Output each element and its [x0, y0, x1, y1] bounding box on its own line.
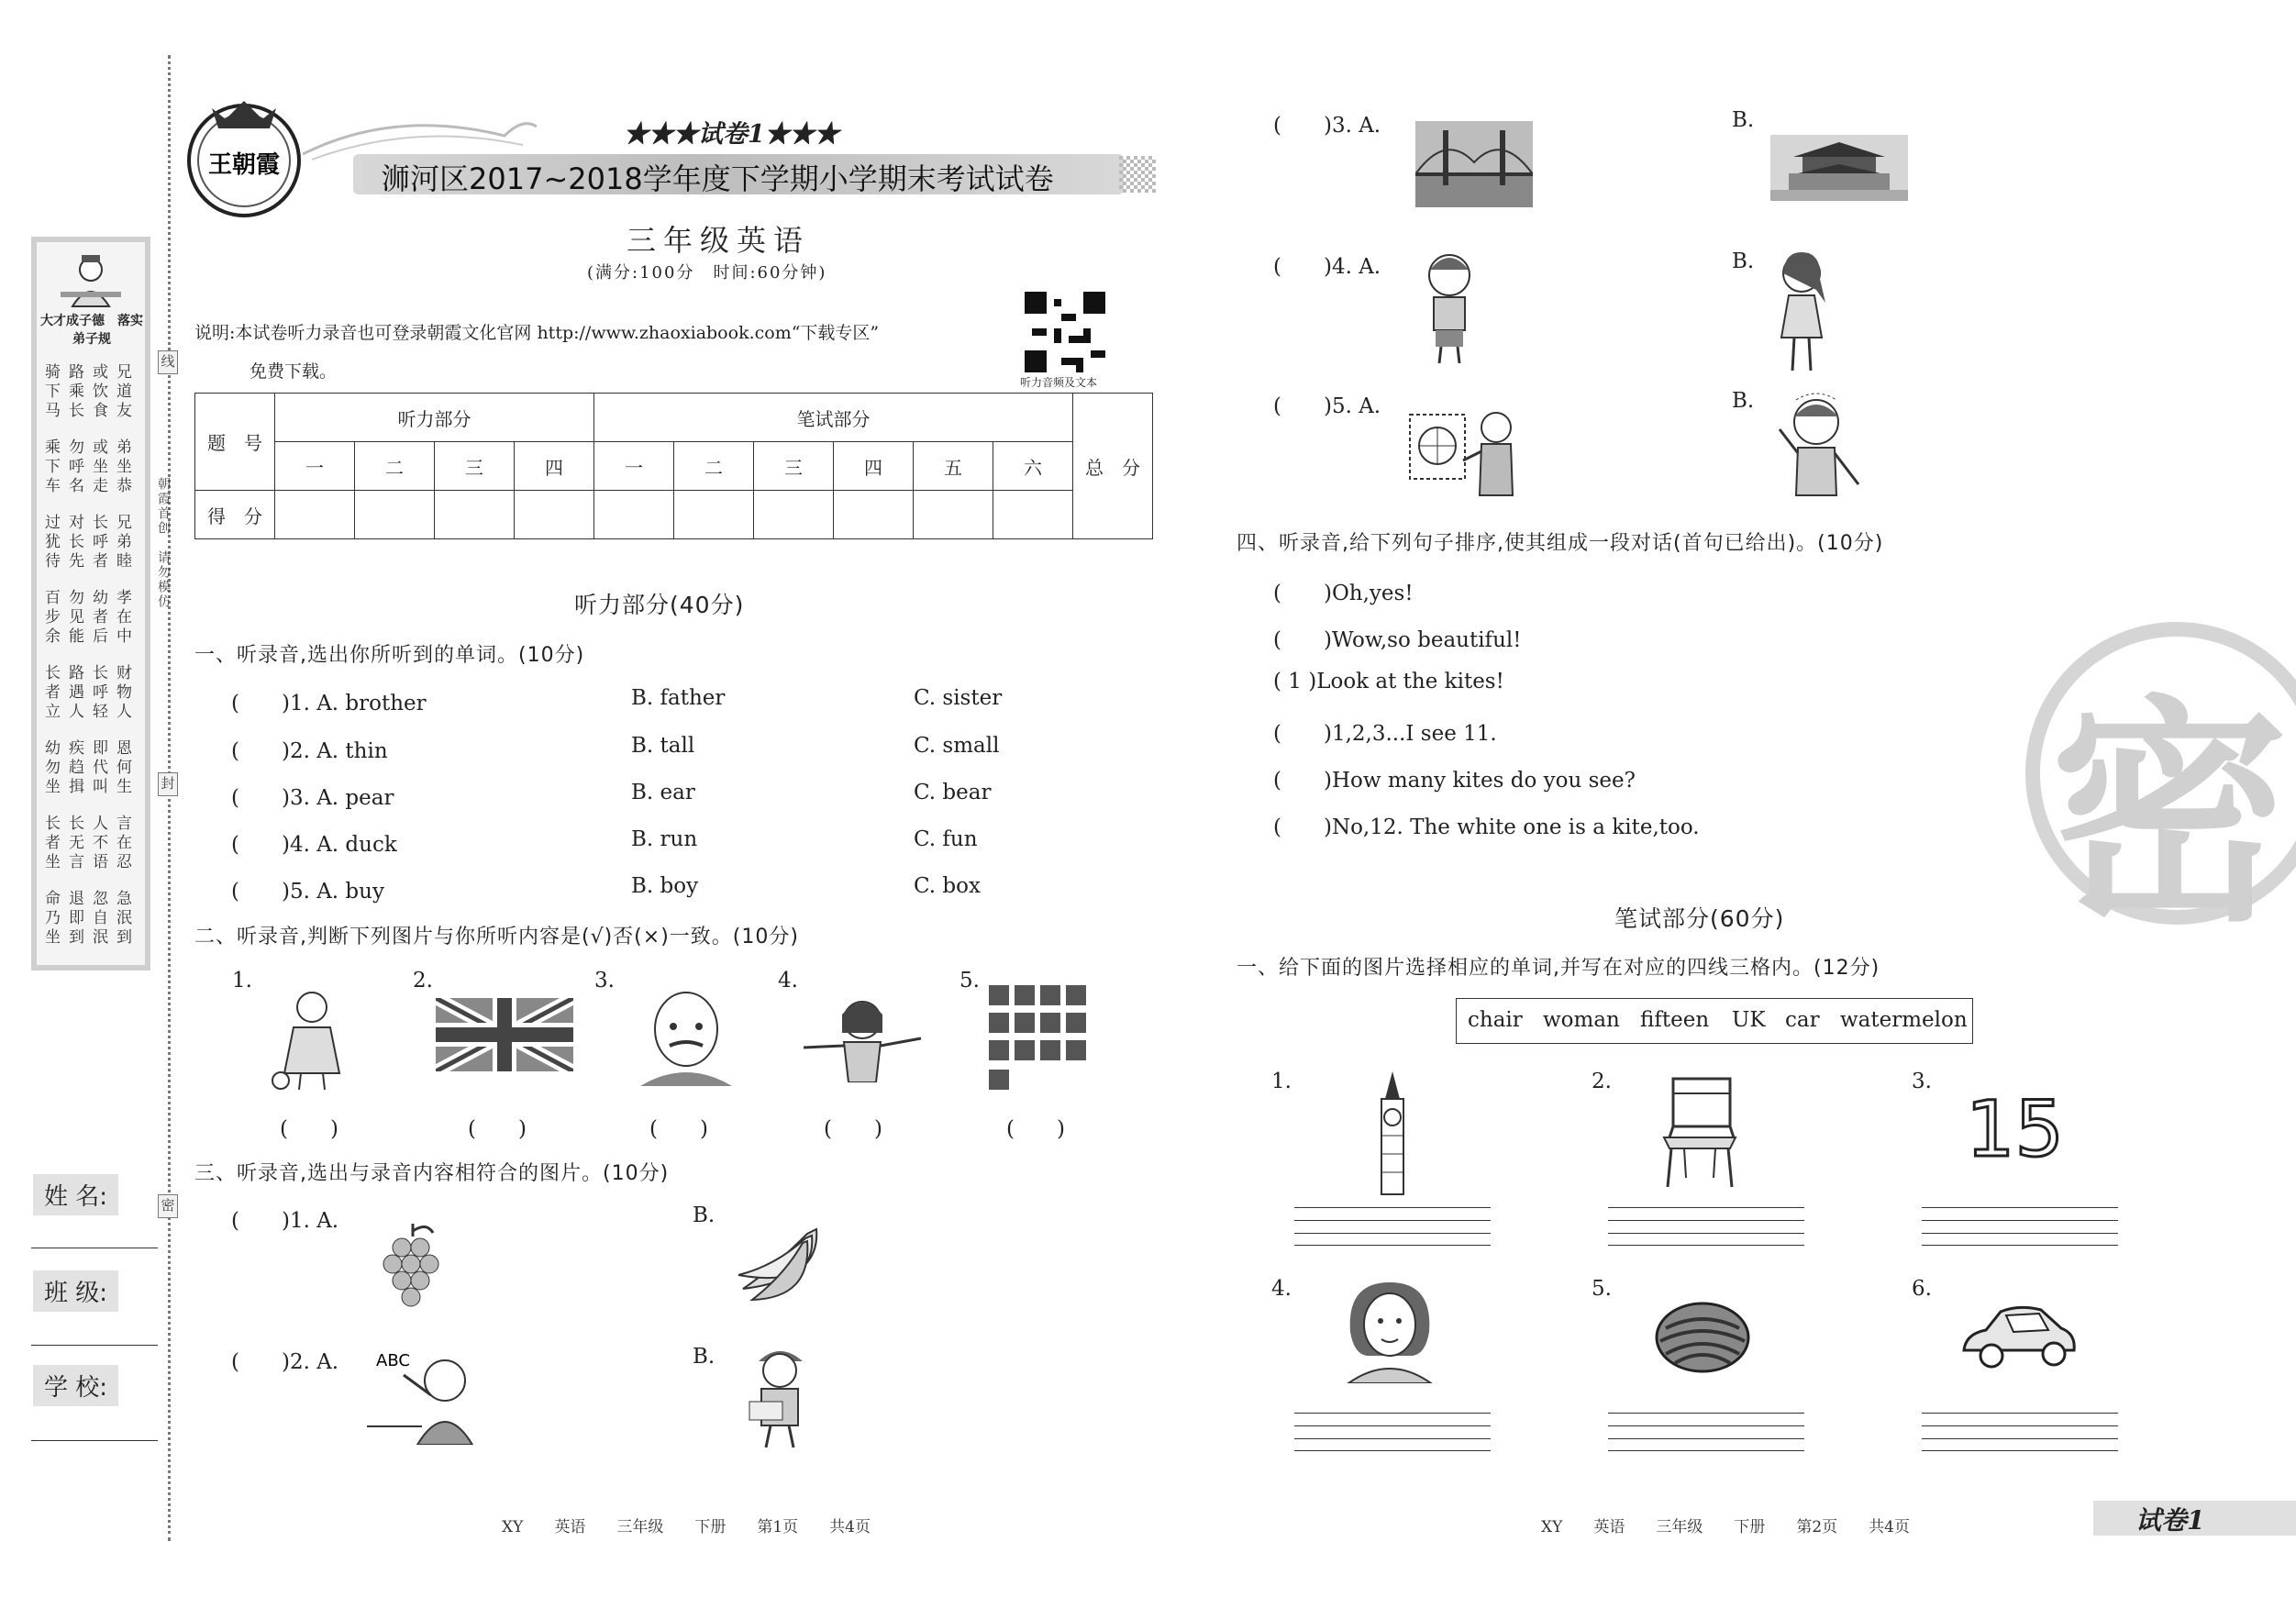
proverb-column: 命 乃 坐	[45, 890, 61, 947]
proverb-column: 或 饮 食	[93, 363, 108, 420]
score-cell[interactable]	[275, 491, 355, 539]
footer-right: XY 英语 三年级 下册 第2页 共4页	[1541, 1518, 1910, 1536]
scholar-icon	[59, 250, 123, 308]
score-cell[interactable]	[754, 491, 834, 539]
proverb-column: 路 乘 长	[69, 363, 84, 420]
option-b: B. tall	[631, 734, 695, 758]
proverb-column: 财 物 人	[116, 664, 132, 721]
binding-mark: 封	[158, 772, 178, 796]
school-label: 学 校:	[33, 1365, 118, 1406]
proverb-column: 兄 道 友	[116, 363, 132, 420]
dialogue-item[interactable]: ( )1,2,3...I see 11.	[1273, 722, 1497, 746]
option-c: C. sister	[914, 686, 1003, 710]
proverb-column: 路 遇 人	[69, 664, 84, 721]
col-header: 一	[594, 442, 674, 491]
exam-title: 浉河区2017~2018学年度下学期小学期末考试试卷	[381, 161, 1054, 196]
proverb-column: 退 即 到	[69, 890, 84, 947]
binding-mark: 线	[158, 350, 178, 374]
tiananmen-icon	[1770, 135, 1908, 201]
score-cell[interactable]	[993, 491, 1073, 539]
proverb-column: 勿 呼 名	[69, 438, 84, 495]
boy-cap-icon	[738, 1337, 821, 1452]
option-c: C. small	[914, 734, 1000, 758]
answer-item[interactable]: ( )3. A. pear	[231, 786, 394, 810]
question-heading: 二、听录音,判断下列图片与你所听内容是(√)否(×)一致。(10分)	[194, 926, 799, 948]
vertical-note: 朝霞首创 请勿模仿	[156, 477, 171, 609]
proverb-column: 长 呼 轻	[93, 664, 108, 721]
qr-caption: 听力音频及文本	[1020, 376, 1098, 389]
school-field[interactable]	[31, 1440, 158, 1441]
kites-grid-icon	[987, 983, 1090, 1095]
boy-icon	[1417, 248, 1481, 367]
proverb-column: 长 无 言	[69, 815, 84, 871]
proverb-column: 长 呼 者	[93, 514, 108, 571]
col-header: 一	[275, 442, 355, 491]
class-field[interactable]	[31, 1345, 158, 1346]
grapes-icon	[376, 1222, 449, 1314]
proverb-column: 急 泯 到	[116, 890, 132, 947]
writing-header: 笔试部分	[594, 394, 1073, 442]
proverb-column: 过 犹 待	[45, 514, 61, 571]
writing-title: 笔试部分(60分)	[1614, 905, 1785, 932]
corner-label: 试卷1	[2135, 1505, 2205, 1536]
answer-blank[interactable]: ( )	[649, 1117, 708, 1141]
car-icon	[1958, 1301, 2080, 1374]
question-heading: 一、听录音,选出你所听到的单词。(10分)	[194, 644, 585, 667]
qr-code-icon[interactable]	[1025, 292, 1105, 372]
question-heading: 四、听录音,给下列句子排序,使其组成一段对话(首句已给出)。(10分)	[1237, 532, 1884, 555]
checker-decoration	[1119, 156, 1156, 193]
option-c: C. box	[914, 874, 981, 898]
writing-lines[interactable]	[1294, 1413, 1491, 1451]
boy-thinking-icon	[1770, 393, 1862, 498]
score-cell[interactable]	[674, 491, 754, 539]
answer-item[interactable]: ( )1. A.	[231, 1209, 339, 1233]
answer-item[interactable]: ( )2. A.	[231, 1350, 339, 1374]
score-cell[interactable]	[834, 491, 914, 539]
proverb-column: 弟 坐 恭	[116, 438, 132, 495]
col-header: 二	[674, 442, 754, 491]
col-header: 三	[435, 442, 515, 491]
pic-number: 2.	[1592, 1070, 1612, 1093]
option-c: C. fun	[914, 827, 978, 851]
score-cell[interactable]	[914, 491, 993, 539]
proverb-column: 兄 弟 睦	[116, 514, 132, 571]
option-b: B. father	[631, 686, 726, 710]
col-header: 三	[754, 442, 834, 491]
girl-icon	[1772, 248, 1831, 376]
note-line: 免费下载。	[250, 361, 338, 382]
proverb-column: 长 者 立	[45, 664, 61, 721]
option-b: B.	[1732, 108, 1755, 132]
option-b: B.	[693, 1345, 715, 1369]
girl-ball-icon	[266, 981, 358, 1092]
pic-number: 1.	[1271, 1070, 1292, 1093]
binding-mark: 密	[158, 1194, 178, 1218]
word-chip: car	[1785, 1008, 1820, 1032]
word-chip: fifteen	[1640, 1008, 1710, 1032]
col-header: 二	[355, 442, 435, 491]
dialogue-item[interactable]: ( )Oh,yes!	[1273, 582, 1414, 605]
option-c: C. bear	[914, 781, 992, 804]
writing-lines[interactable]	[1608, 1207, 1804, 1246]
pic-number: 6.	[1912, 1277, 1932, 1301]
col-header: 六	[993, 442, 1073, 491]
proverb-column: 或 坐 走	[93, 438, 108, 495]
footer-left: XY 英语 三年级 下册 第1页 共4页	[502, 1518, 871, 1536]
dialogue-item[interactable]: ( )Wow,so beautiful!	[1273, 628, 1522, 652]
proverb-column: 对 长 先	[69, 514, 84, 571]
proverb-grid	[44, 363, 139, 959]
binding-line	[168, 55, 171, 1541]
exam-meta: (满分:100分 时间:60分钟)	[587, 263, 827, 283]
option-b: B. boy	[631, 874, 699, 898]
bananas-icon	[734, 1225, 826, 1303]
svg-text:ABC: ABC	[376, 1351, 410, 1370]
table-row-label: 题 号	[195, 394, 275, 491]
note-line: 说明:本试卷听力录音也可登录朝霞文化官网 http://www.zhaoxiabook.com“下载专区”	[194, 323, 880, 343]
answer-item[interactable]: ( )2. A. thin	[231, 739, 388, 763]
uk-flag-icon	[436, 998, 573, 1071]
score-cell[interactable]	[594, 491, 674, 539]
pic-number: 4.	[778, 969, 798, 993]
dialogue-item[interactable]: ( 1 )Look at the kites!	[1273, 670, 1504, 693]
col-header: 五	[914, 442, 993, 491]
number-fifteen-picture: 15	[1966, 1084, 2064, 1174]
proverb-column: 幼 勿 坐	[45, 739, 61, 796]
word-chip: UK	[1732, 1008, 1766, 1032]
total-header: 总 分	[1073, 394, 1153, 539]
big-ben-icon	[1365, 1071, 1420, 1195]
proverb-column: 幼 者 后	[93, 589, 108, 646]
question-heading: 一、给下面的图片选择相应的单词,并写在对应的四线三格内。(12分)	[1237, 957, 1880, 980]
option-b: B.	[1732, 250, 1755, 273]
woman-arms-icon	[798, 991, 926, 1082]
answer-item[interactable]: ( )5. A. buy	[231, 880, 384, 904]
proverb-column: 恩 何 生	[116, 739, 132, 796]
proverb-column: 人 不 语	[93, 815, 108, 871]
proverb-column: 骑 下 马	[45, 363, 61, 420]
answer-blank[interactable]: ( )	[468, 1117, 527, 1141]
answer-item[interactable]: ( )3. A.	[1273, 114, 1381, 138]
proverb-column: 忽 自 泯	[93, 890, 108, 947]
score-row-label: 得 分	[195, 491, 275, 539]
sidebar-proverbs	[31, 237, 150, 970]
name-label: 姓 名:	[33, 1174, 118, 1215]
golden-gate-icon	[1415, 121, 1533, 207]
listening-title: 听力部分(40分)	[574, 592, 745, 618]
answer-item[interactable]: ( )1. A. brother	[231, 692, 427, 715]
pic-number: 2.	[413, 969, 433, 993]
proverb-column: 勿 见 能	[69, 589, 84, 646]
proverb-column: 疾 趋 揖	[69, 739, 84, 796]
option-b: B. run	[631, 827, 698, 851]
pic-number: 4.	[1271, 1277, 1292, 1301]
col-header: 四	[515, 442, 594, 491]
answer-item[interactable]: ( )4. A. duck	[231, 833, 397, 857]
grandpa-icon	[631, 985, 741, 1086]
dialogue-item[interactable]: ( )How many kites do you see?	[1273, 769, 1636, 793]
writing-lines[interactable]	[1294, 1207, 1491, 1246]
answer-blank[interactable]: ( )	[824, 1117, 882, 1141]
proverb-column: 长 者 坐	[45, 815, 61, 871]
score-cell[interactable]	[355, 491, 435, 539]
chair-icon	[1658, 1075, 1741, 1190]
teacher-icon	[367, 1344, 486, 1445]
stamp-text: 密	[2050, 677, 2289, 954]
score-cell[interactable]	[515, 491, 594, 539]
paper-label: ★★★试卷1★★★	[624, 120, 839, 149]
option-b: B.	[693, 1203, 715, 1227]
score-cell[interactable]	[435, 491, 515, 539]
pic-number: 5.	[959, 969, 980, 993]
dialogue-item[interactable]: ( )No,12. The white one is a kite,too.	[1273, 815, 1700, 839]
proverb-column: 百 步 余	[45, 589, 61, 646]
word-chip: woman	[1543, 1008, 1620, 1032]
class-label: 班 级:	[33, 1270, 118, 1312]
col-header: 四	[834, 442, 914, 491]
pic-number: 5.	[1592, 1277, 1612, 1301]
word-chip: chair	[1468, 1008, 1523, 1032]
listening-header: 听力部分	[275, 394, 594, 442]
word-bank	[1456, 998, 1973, 1044]
boy-map-icon	[1408, 405, 1527, 497]
sidebar-motto: 大才成子德 落实弟子规	[40, 314, 143, 347]
pic-number: 3.	[594, 969, 615, 993]
subject-title: 三年级英语	[627, 223, 811, 258]
writing-lines[interactable]	[1922, 1413, 2118, 1451]
svg-text:王朝霞: 王朝霞	[207, 151, 281, 179]
publisher-logo	[180, 92, 308, 220]
pic-number: 3.	[1912, 1070, 1932, 1093]
answer-blank[interactable]: ( )	[280, 1117, 338, 1141]
writing-lines[interactable]	[1608, 1413, 1804, 1451]
option-b: B.	[1732, 389, 1755, 413]
question-heading: 三、听录音,选出与录音内容相符合的图片。(10分)	[194, 1162, 670, 1185]
option-b: B. ear	[631, 781, 695, 804]
writing-lines[interactable]	[1922, 1207, 2118, 1246]
pic-number: 1.	[232, 969, 252, 993]
watermelon-icon	[1653, 1301, 1752, 1374]
proverb-column: 乘 下 车	[45, 438, 61, 495]
woman-icon	[1341, 1277, 1438, 1383]
word-chip: watermelon	[1840, 1008, 1968, 1032]
answer-item[interactable]: ( )5. A.	[1273, 394, 1381, 418]
answer-item[interactable]: ( )4. A.	[1273, 255, 1381, 279]
answer-blank[interactable]: ( )	[1006, 1117, 1065, 1141]
proverb-column: 孝 在 中	[116, 589, 132, 646]
score-table	[194, 393, 1153, 539]
proverb-column: 言 在 忍	[116, 815, 132, 871]
proverb-column: 即 代 叫	[93, 739, 108, 796]
